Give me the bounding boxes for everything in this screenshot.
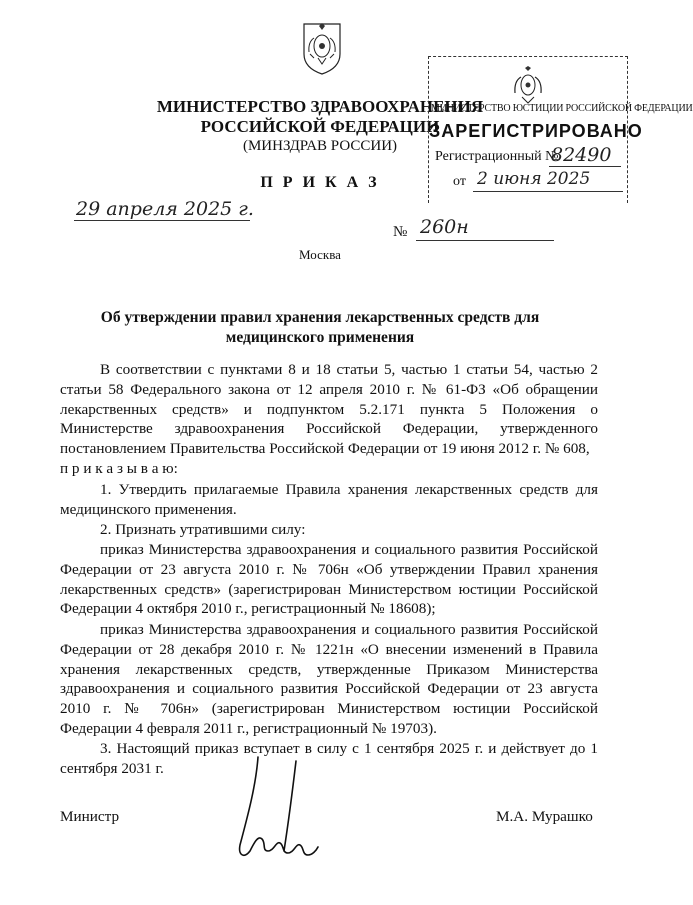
stamp-reg-number: 82490 xyxy=(551,144,612,166)
document-title-line1: Об утверждении правил хранения лекарственных средств для xyxy=(100,309,540,326)
order-number-label: № xyxy=(393,224,408,240)
order-number-handwritten: 260н xyxy=(420,216,469,238)
order-word: п р и к а з ы в а ю: xyxy=(60,460,178,477)
stamp-registered-text: ЗАРЕГИСТРИРОВАНО xyxy=(429,121,643,141)
signatory-position: Министр xyxy=(60,808,120,825)
city: Москва xyxy=(299,247,341,262)
document-type: П Р И К А З xyxy=(260,174,380,191)
signatory-name: М.А. Мурашко xyxy=(496,808,593,825)
ministry-short-name: (МИНЗДРАВ РОССИИ) xyxy=(242,138,398,154)
stamp-number-underline xyxy=(549,166,621,167)
registration-stamp xyxy=(428,56,693,203)
document-title-line2: медицинского применения xyxy=(225,329,415,346)
coat-of-arms-emblem xyxy=(300,16,344,76)
stamp-date-value: 2 июня 2025 xyxy=(477,169,591,189)
item-2a-paragraph: приказ Министерства здравоохранения и социального развития Российской Федерации от 23 августа 2010 г. № 706н «Об утверждении Правил хранения лекарственных средств» (зарегистрирован Министерством юстиции Российской Федерации 4 октября 2010 г., регистрационный № 18608); xyxy=(60,541,598,618)
item-2-paragraph: 2. Признать утратившими силу: xyxy=(100,521,306,538)
order-date-handwritten: 29 апреля 2025 г. xyxy=(76,198,254,220)
document-title xyxy=(60,308,580,348)
stamp-date-underline xyxy=(473,191,623,192)
stamp-emblem-icon xyxy=(511,65,545,105)
ministry-name-line1: МИНИСТЕРСТВО ЗДРАВООХРАНЕНИЯ xyxy=(156,97,484,116)
number-underline xyxy=(416,240,554,241)
item-1-paragraph: 1. Утвердить прилагаемые Правила хранения лекарственных средств для медицинского применения. xyxy=(60,481,598,518)
date-underline xyxy=(74,220,250,221)
ministry-name-line2: РОССИЙСКОЙ ФЕДЕРАЦИИ xyxy=(200,117,440,136)
item-3-paragraph: 3. Настоящий приказ вступает в силу с 1 сентября 2025 г. и действует до 1 сентября 2031 г. xyxy=(60,740,598,777)
preamble-paragraph: В соответствии с пунктами 8 и 18 статьи 5, частью 1 статьи 54, частью 2 статьи 58 Федерального закона от 12 апреля 2010 г. № 61-ФЗ «Об обращении лекарственных средств» и подпунктом 5.2.171 пункта 5 Положения о Министерстве здравоохранения Российской Федерации, утвержденного постановлением Правительства Российской Федерации от 19 июня 2012 г. № 608, xyxy=(60,361,598,458)
item-2b-paragraph: приказ Министерства здравоохранения и социального развития Российской Федерации от 28 декабря 2010 г. № 1221н «О внесении изменений в Правила хранения лекарственных средств, утвержденные Приказом Министерства здравоохранения и социального развития Российской Федерации от 23 августа 2010 г. № 706н» (зарегистрирован Министерством юстиции Российской Федерации 4 февраля 2011 г., регистрационный № 19703). xyxy=(60,621,598,737)
stamp-ministry-line: МИНИСТЕРСТВО ЮСТИЦИИ РОССИЙСКОЙ ФЕДЕРАЦИИ xyxy=(431,103,693,114)
handwritten-signature xyxy=(232,755,342,870)
stamp-reg-number-label: Регистрационный № xyxy=(435,149,559,164)
stamp-date-label: от xyxy=(453,174,466,189)
